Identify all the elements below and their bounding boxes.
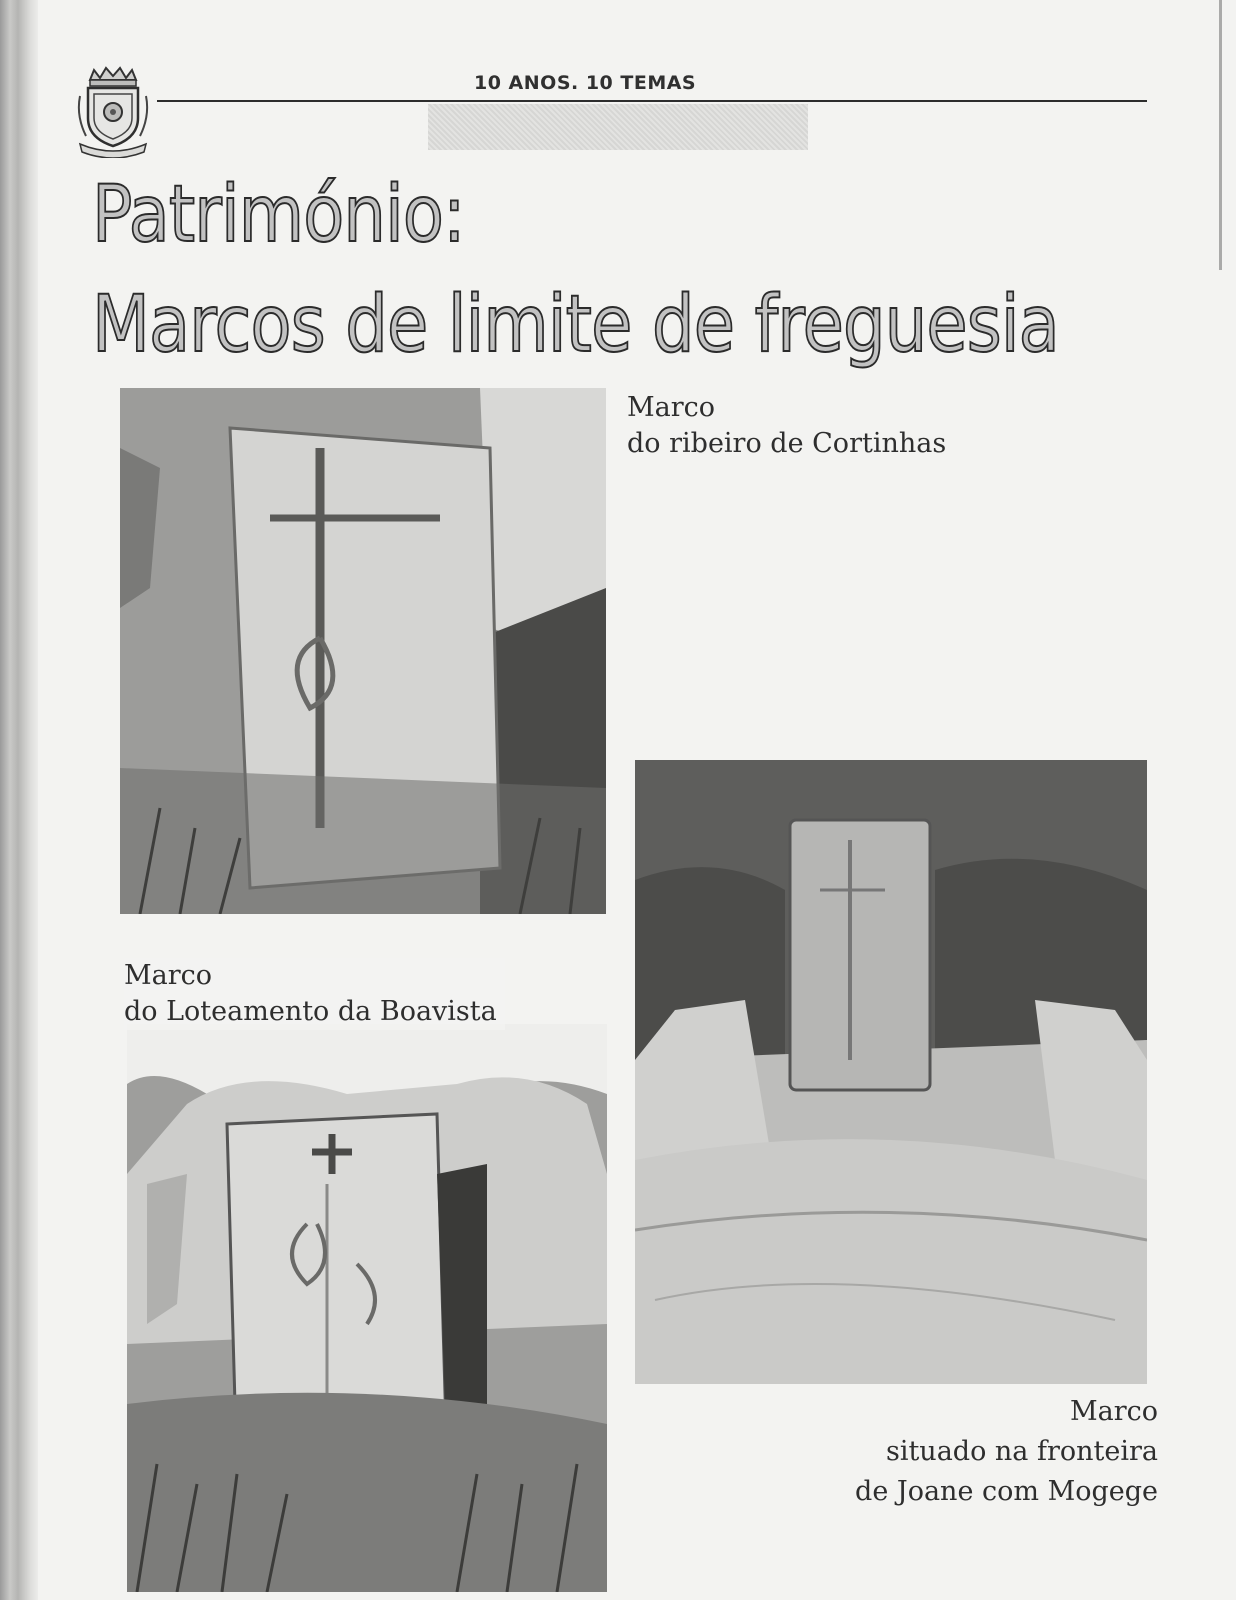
photo-marco-fronteira-joane-mogege (635, 760, 1147, 1384)
caption-line: do ribeiro de Cortinhas (627, 428, 947, 459)
caption-line: Marco (627, 392, 716, 423)
caption-line: de Joane com Mogege (855, 1476, 1158, 1507)
article-title-line1: Património: (92, 170, 465, 260)
header-gray-band (428, 104, 808, 150)
caption-line: situado na fronteira (885, 1436, 1158, 1467)
photo-marco-boavista (127, 1024, 607, 1592)
article-title (92, 160, 1059, 380)
caption-line: do Loteamento da Boavista (124, 996, 497, 1027)
caption-marco-fronteira (855, 1392, 1158, 1512)
caption-line: Marco (124, 960, 213, 991)
caption-line: Marco (1069, 1396, 1158, 1427)
photo-marco-cortinhas (120, 388, 606, 914)
caption-marco-boavista (124, 958, 505, 1030)
caption-marco-cortinhas (627, 390, 946, 462)
section-kicker: 10 ANOS. 10 TEMAS (474, 72, 697, 94)
municipal-coat-of-arms-icon (74, 66, 152, 158)
header-rule (157, 100, 1147, 102)
scan-right-edge (1219, 0, 1222, 270)
scan-binding-edge (0, 0, 38, 1600)
article-title-line2: Marcos de limite de freguesia (92, 280, 1059, 370)
